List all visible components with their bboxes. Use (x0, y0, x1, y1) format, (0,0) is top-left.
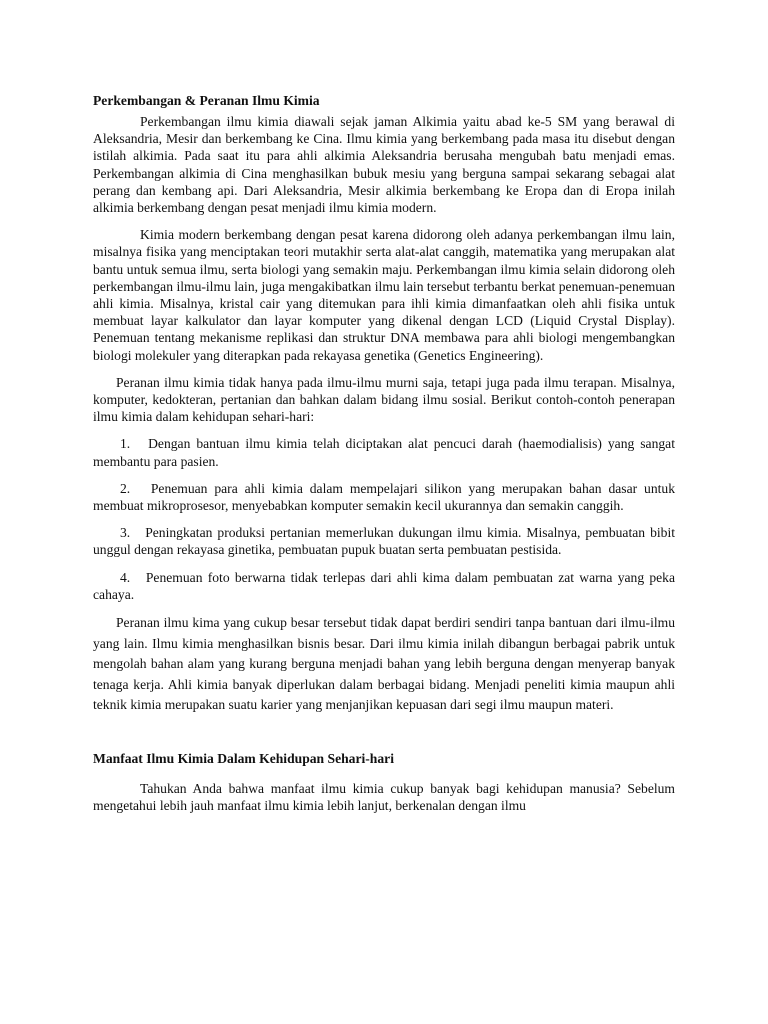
list-item: 3. Peningkatan produksi pertanian memerlukan dukungan ilmu kimia. Misalnya, pembuatan bibit unggul dengan rekayasa ginetika, pembuatan pupuk buatan serta pembuatan pestisida. (93, 525, 675, 558)
section-spacer (93, 726, 675, 750)
section-heading-perkembangan: Perkembangan & Peranan Ilmu Kimia (93, 93, 320, 108)
document-body (93, 92, 675, 824)
paragraph-sejarah-alkimia: Perkembangan ilmu kimia diawali sejak jaman Alkimia yaitu abad ke-5 SM yang berawal di Aleksandria, Mesir dan berkembang ke Cina. Ilmu kimia yang berkembang pada masa itu disebut dengan istilah alkimia. Pada saat itu para ahli alkimia Aleksandria berusaha mengubah batu menjadi emas. Perkembangan alkimia di Cina menghasilkan bubuk mesiu yang berguna sampai sekarang sebagai alat perang dan kembang api. Dari Aleksandria, Mesir alkimia berkembang ke Eropa dan di Eropa inilah alkimia berkembang dengan pesat menjadi ilmu kimia modern. (93, 114, 675, 216)
paragraph-peranan-ilmu-kimia: Peranan ilmu kimia tidak hanya pada ilmu-ilmu murni saja, tetapi juga pada ilmu terapan. Misalnya, komputer, kedokteran, pertanian dan bahkan dalam bidang ilmu sosial. Berikut contoh-contoh penerapan ilmu kimia dalam kehidupan sehari-hari: (93, 374, 675, 425)
list-item: 1. Dengan bantuan ilmu kimia telah diciptakan alat pencuci darah (haemodialisis) yang sangat membantu para pasien. (93, 436, 675, 469)
paragraph-kimia-modern: Kimia modern berkembang dengan pesat karena didorong oleh adanya perkembangan ilmu lain, misalnya fisika yang menciptakan teori mutakhir serta alat-alat canggih, matematika yang merupakan alat bantu untuk semua ilmu, serta biologi yang semakin maju. Perkembangan ilmu kimia selain didorong oleh perkembangan ilmu-ilmu lain, juga mengakibatkan ilmu lain tersebut terbantu berkat penemuan-penemuan ahli kimia. Misalnya, kristal cair yang ditemukan para ihli kimia dimanfaatkan oleh ahli fisika untuk membuat layar kalkulator dan layar komputer yang dikenal dengan LCD (Liquid Crystal Display). Penemuan tentang mekanisme replikasi dan struktur DNA membawa para ahli biologi mengembangkan biologi molekuler yang diterapkan pada rekayasa genetika (Genetics Engineering). (93, 227, 675, 363)
list-item: 4. Penemuan foto berwarna tidak terlepas dari ahli kima dalam pembuatan zat warna yang peka cahaya. (93, 569, 675, 602)
paragraph-manfaat-intro: Tahukan Anda bahwa manfaat ilmu kimia cukup banyak bagi kehidupan manusia? Sebelum mengetahui lebih jauh manfaat ilmu kimia lebih lanjut, berkenalan dengan ilmu (93, 780, 675, 813)
paragraph-bisnis-kimia: Peranan ilmu kima yang cukup besar tersebut tidak dapat berdiri sendiri tanpa bantuan dari ilmu-ilmu yang lain. Ilmu kimia menghasilkan bisnis besar. Dari ilmu kimia inilah dibangun berbagai pabrik untuk mengolah bahan alam yang kurang berguna menjadi bahan yang lebih berguna dengan menyerap banyak tenaga kerja. Ahli kimia banyak diperlukan dalam berbagai bidang. Menjadi peneliti kimia maupun ahli teknik kimia merupakan suatu karier yang menjanjikan kepuasan dari segi ilmu maupun materi. (93, 615, 675, 713)
list-item: 2. Penemuan para ahli kimia dalam mempelajari silikon yang merupakan bahan dasar untuk membuat mikroprosesor, menyebabkan komputer semakin kecil ukurannya dan semakin canggih. (93, 480, 675, 514)
section-heading-manfaat: Manfaat Ilmu Kimia Dalam Kehidupan Sehari-hari (93, 750, 394, 766)
